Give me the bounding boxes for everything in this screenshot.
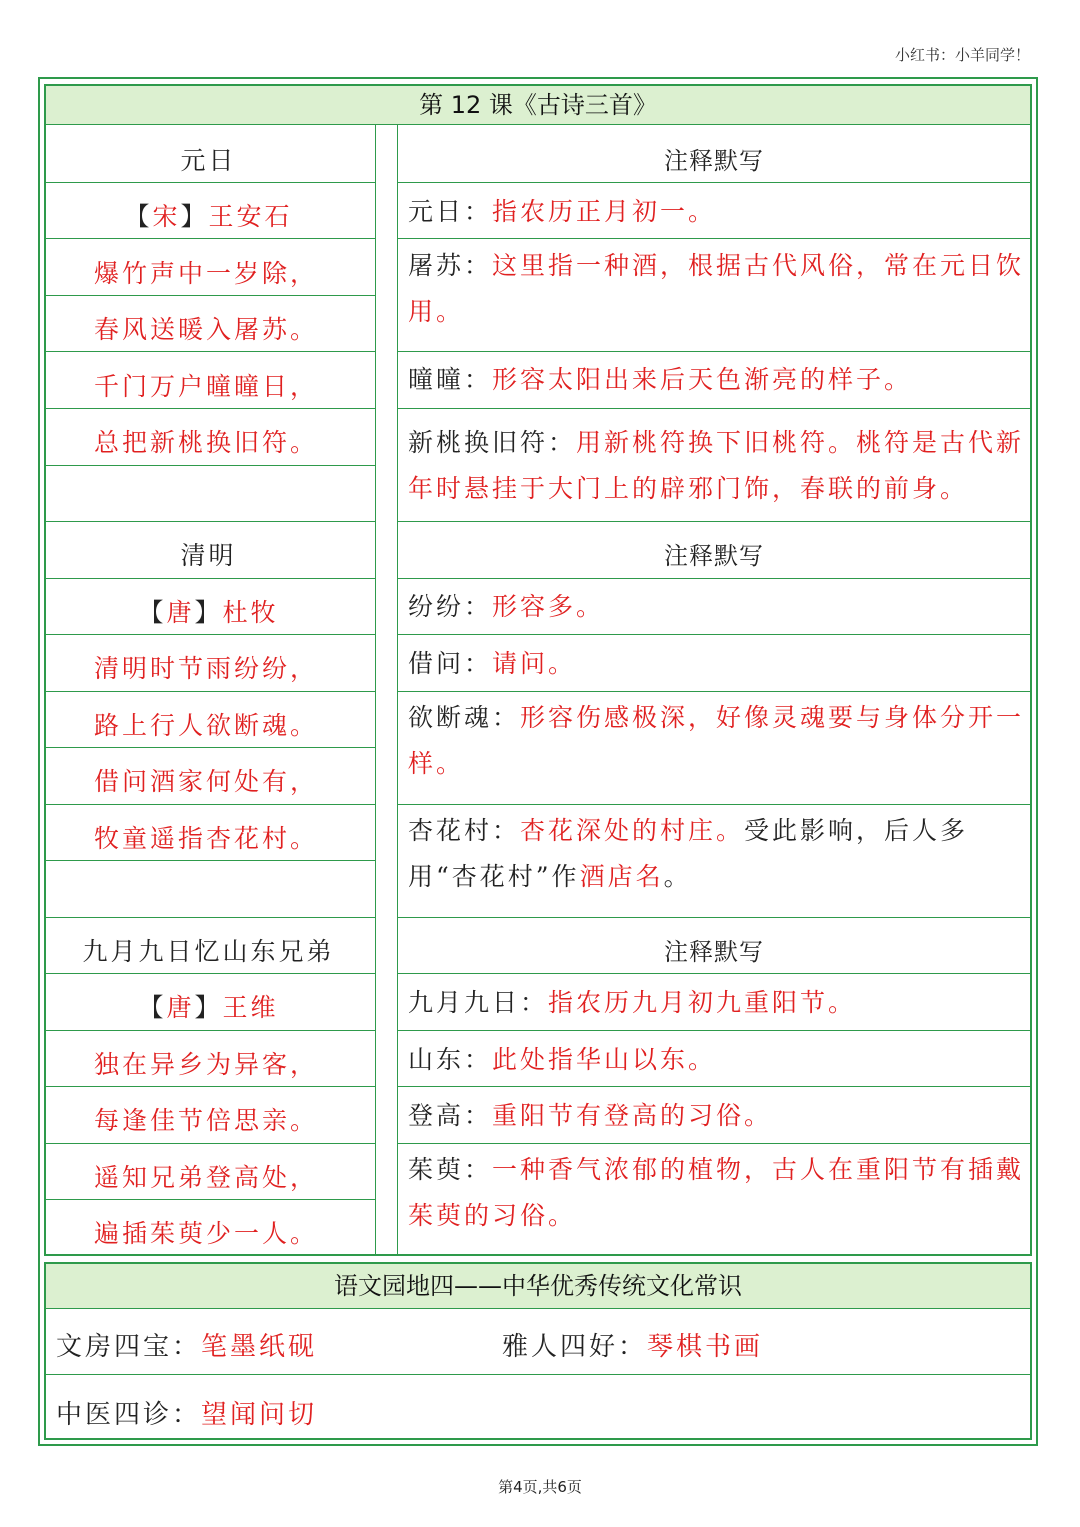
poem-line: 总把新桃换旧符。 <box>94 428 319 457</box>
poem-line: 每逢佳节倍思亲。 <box>94 1106 319 1135</box>
note-item: 曈曈：形容太阳出来后天色渐亮的样子。 <box>408 365 913 394</box>
column-divider-left <box>375 124 376 1254</box>
poem-line: 遥知兄弟登高处， <box>94 1163 319 1192</box>
note-item: 元日：指农历正月初一。 <box>408 197 717 226</box>
poem-title: 九月九日忆山东兄弟 <box>82 937 335 966</box>
note-item: 新桃换旧符：用新桃符换下旧桃符。桃符是古代新年时悬挂于大门上的辟邪门饰，春联的前身。 <box>408 428 1025 503</box>
lesson-title: 第 12 课《古诗三首》 <box>46 86 1030 125</box>
note-item: 纷纷：形容多。 <box>408 592 605 621</box>
note-item: 屠苏：这里指一种酒，根据古代风俗，常在元日饮用。 <box>408 251 1025 326</box>
poem-line: 独在异乡为异客， <box>94 1050 319 1079</box>
poem-author: 【唐】王维 <box>138 993 279 1022</box>
poem-line: 遍插茱萸少一人。 <box>94 1219 319 1248</box>
notes-header: 注释默写 <box>664 938 764 966</box>
poem-line: 春风送暖入屠苏。 <box>94 315 319 344</box>
poem-title: 清明 <box>180 541 237 570</box>
knowledge-item: 中医四诊：望闻问切 <box>56 1400 318 1430</box>
knowledge-item: 文房四宝：笔墨纸砚 <box>56 1332 318 1362</box>
poem-author: 【唐】杜牧 <box>138 598 279 627</box>
poem-line: 借问酒家何处有， <box>94 767 319 796</box>
note-item: 登高：重阳节有登高的习俗。 <box>408 1101 773 1130</box>
note-item: 山东：此处指华山以东。 <box>408 1045 717 1074</box>
page-number: 第4页,共6页 <box>498 1478 582 1496</box>
notes-header: 注释默写 <box>664 542 764 570</box>
poem-line: 清明时节雨纷纷， <box>94 654 319 683</box>
knowledge-table <box>44 1262 1032 1440</box>
poem-line: 爆竹声中一岁除， <box>94 259 319 288</box>
note-item: 欲断魂：形容伤感极深，好像灵魂要与身体分开一样。 <box>408 703 1025 778</box>
poem-author: 【宋】王安石 <box>124 202 293 231</box>
column-divider-right <box>397 124 398 1254</box>
note-item: 借问：请问。 <box>408 649 577 678</box>
poem-line: 路上行人欲断魂。 <box>94 711 319 740</box>
knowledge-item: 雅人四好：琴棋书画 <box>502 1332 764 1362</box>
watermark: 小红书：小羊同学！ <box>894 46 1030 64</box>
knowledge-title: 语文园地四——中华优秀传统文化常识 <box>46 1264 1030 1309</box>
poem-line: 牧童遥指杏花村。 <box>94 824 319 853</box>
notes-header: 注释默写 <box>664 147 764 175</box>
note-item: 茱萸：一种香气浓郁的植物，古人在重阳节有插戴茱萸的习俗。 <box>408 1155 1025 1230</box>
note-item: 九月九日：指农历九月初九重阳节。 <box>408 988 857 1017</box>
lesson-table <box>44 84 1032 1256</box>
note-item: 杏花村：杏花深处的村庄。受此影响，后人多用“杏花村”作酒店名。 <box>408 816 969 891</box>
poem-line: 千门万户曈曈日， <box>94 372 319 401</box>
poem-title: 元日 <box>180 146 237 175</box>
